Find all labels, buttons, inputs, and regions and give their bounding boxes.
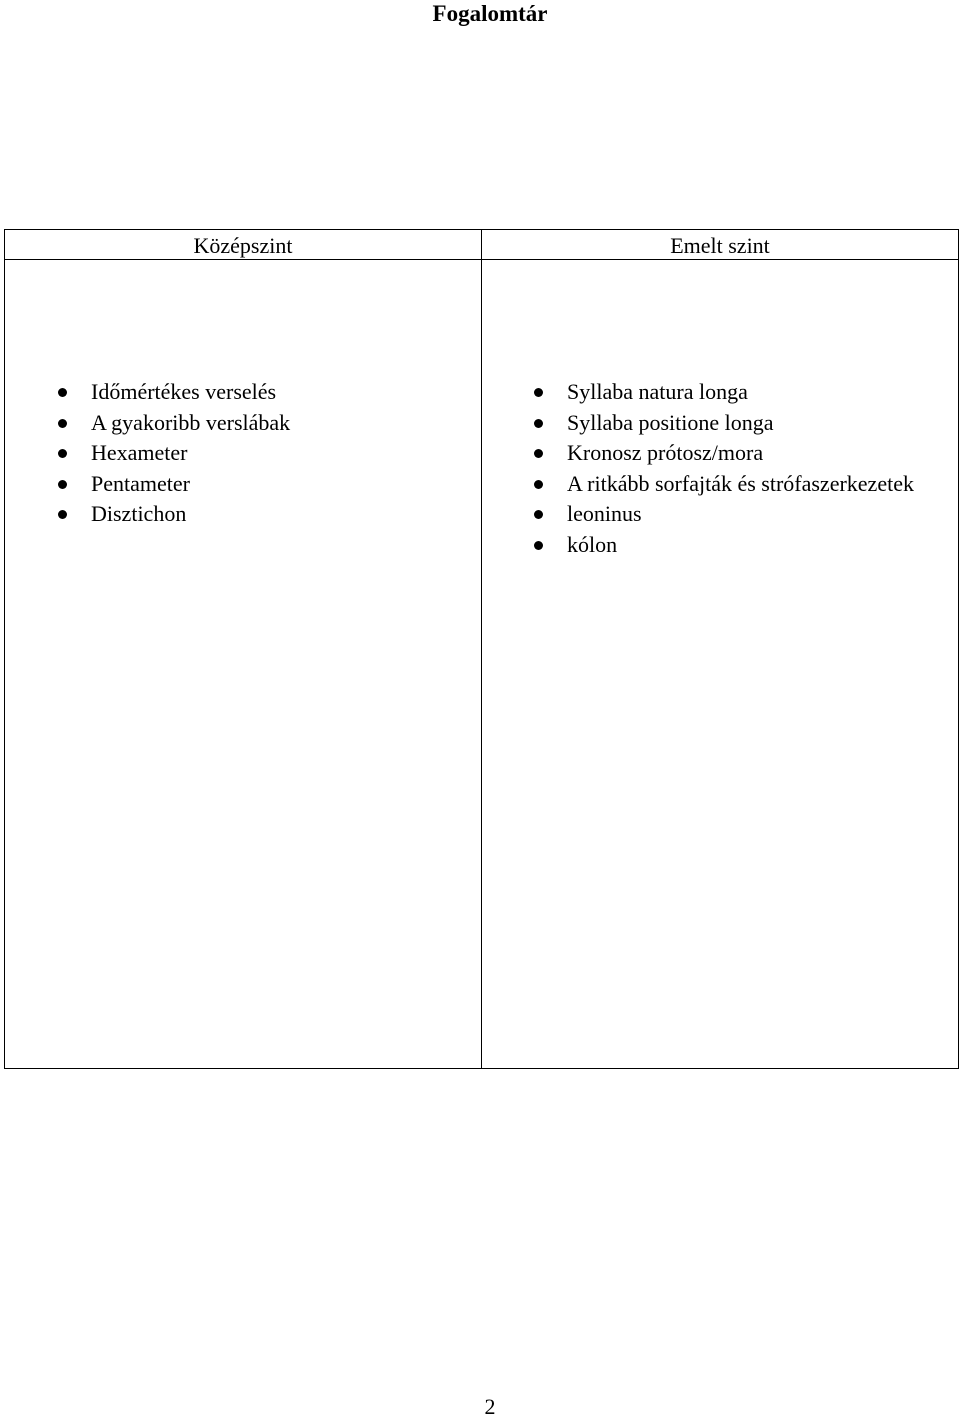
list-item <box>567 408 952 439</box>
column-divider <box>481 230 482 1068</box>
concept-table <box>4 229 959 1069</box>
list-item-label: Disztichon <box>91 501 187 527</box>
list-item-label: Syllaba natura longa <box>567 379 748 404</box>
page-number: 2 <box>484 1394 496 1419</box>
list-item <box>567 377 952 408</box>
bullet-icon <box>534 388 543 397</box>
bullet-icon <box>534 419 543 428</box>
list-item <box>91 438 471 469</box>
list-item <box>567 438 952 469</box>
list-item-label: A ritkább sorfajták és strófaszerkezetek <box>567 470 914 496</box>
header-emelt-szint: Emelt szint <box>670 233 770 258</box>
list-item-label: Pentameter <box>91 470 190 496</box>
list-item <box>91 499 471 530</box>
bullet-icon <box>534 449 543 458</box>
list-item-label: leoninus <box>567 501 642 527</box>
list-item-label: kólon <box>567 531 618 557</box>
bullet-icon <box>58 480 67 489</box>
list-item <box>567 499 952 530</box>
bullet-icon <box>534 510 543 519</box>
header-kozepszint: Középszint <box>193 233 293 258</box>
kozepszint-list <box>91 377 471 530</box>
document-title: Fogalomtár <box>432 1 548 26</box>
bullet-icon <box>58 419 67 428</box>
emelt-szint-list <box>567 377 952 561</box>
list-item <box>567 530 952 561</box>
bullet-icon <box>58 510 67 519</box>
list-item <box>91 408 471 439</box>
list-item-label: Kronosz prótosz/mora <box>567 440 764 466</box>
bullet-icon <box>58 388 67 397</box>
list-item <box>91 469 471 500</box>
bullet-icon <box>534 480 543 489</box>
list-item-label: A gyakoribb verslábak <box>91 409 291 435</box>
list-item-label: Syllaba positione longa <box>567 409 774 435</box>
list-item-label: Hexameter <box>91 440 188 466</box>
list-item-label: Időmértékes verselés <box>91 379 277 404</box>
bullet-icon <box>58 449 67 458</box>
list-item <box>91 377 471 408</box>
list-item <box>567 469 952 500</box>
bullet-icon <box>534 541 543 550</box>
